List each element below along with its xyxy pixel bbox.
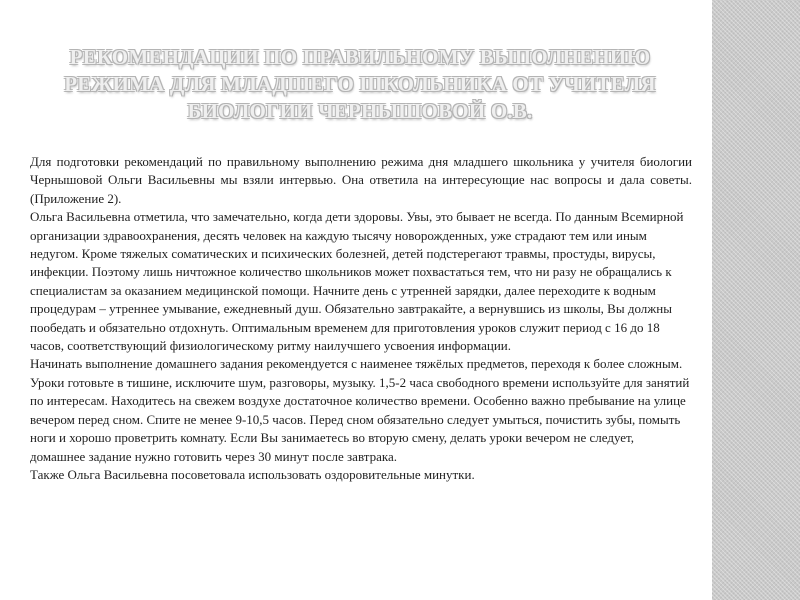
interview-paragraph: Ольга Васильевна отметила, что замечательно, когда дети здоровы. Увы, это бывает не всегда. По данным Всемирной организации здравоохранения, десять человек на каждую тысячу новорожденных, уже страдают тем или иным недугом. Кроме тяжелых соматических и психических болезней, детей подстерегают травмы, простуды, вирусы, инфекции. Поэтому лишь ничтожное количество школьников может похвастаться тем, что ни разу не обращались к специалистам за оказанием медицинской помощи. Начните день с утренней зарядки, далее переходите к водным процедурам – утреннее умывание, ежедневный душ. Обязательно завтракайте, а вернувшись из школы, Вы должны пообедать и обязательно отдохнуть. Оптимальным временем для приготовления уроков служит период с 16 до 18 часов, соответствующий физиологическому ритму наилучшего усвоения информации. [30, 209, 684, 354]
decorative-side-stripe [712, 0, 800, 600]
intro-paragraph: Для подготовки рекомендаций по правильному выполнению режима дня младшего школьника у учителя биологии Чернышовой Ольги Васильевны мы взяли интервью. Она ответила на интересующие нас вопросы и дала советы. (Приложение 2). [30, 154, 692, 206]
closing-paragraph: Также Ольга Васильевна посоветовала использовать оздоровительные минутки. [30, 466, 475, 482]
slide-body-text [30, 153, 692, 484]
homework-paragraph: Начинать выполнение домашнего задания рекомендуется с наименее тяжёлых предметов, переходя к более сложным. Уроки готовьте в тишине, исключите шум, разговоры, музыку. 1,5-2 часа свободного времени используйте для занятий по интересам. Находитесь на свежем воздухе достаточное количество времени. Особенно важно пребывание на улице вечером перед сном. Спите не менее 9-10,5 часов. Перед сном обязательно следует умыться, почистить зубы, помыть ноги и хорошо проветрить комнату. Если Вы занимаетесь во вторую смену, делать уроки вечером не следует, домашнее задание нужно готовить через 30 минут после завтрака. [30, 356, 690, 464]
slide-title: РЕКОМЕНДАЦИИ ПО ПРАВИЛЬНОМУ ВЫПОЛНЕНИЮ РЕЖИМА ДЛЯ МЛАДШЕГО ШКОЛЬНИКА ОТ УЧИТЕЛЯ БИОЛОГИИ ЧЕРНЫШОВОЙ О.В. [64, 45, 656, 123]
